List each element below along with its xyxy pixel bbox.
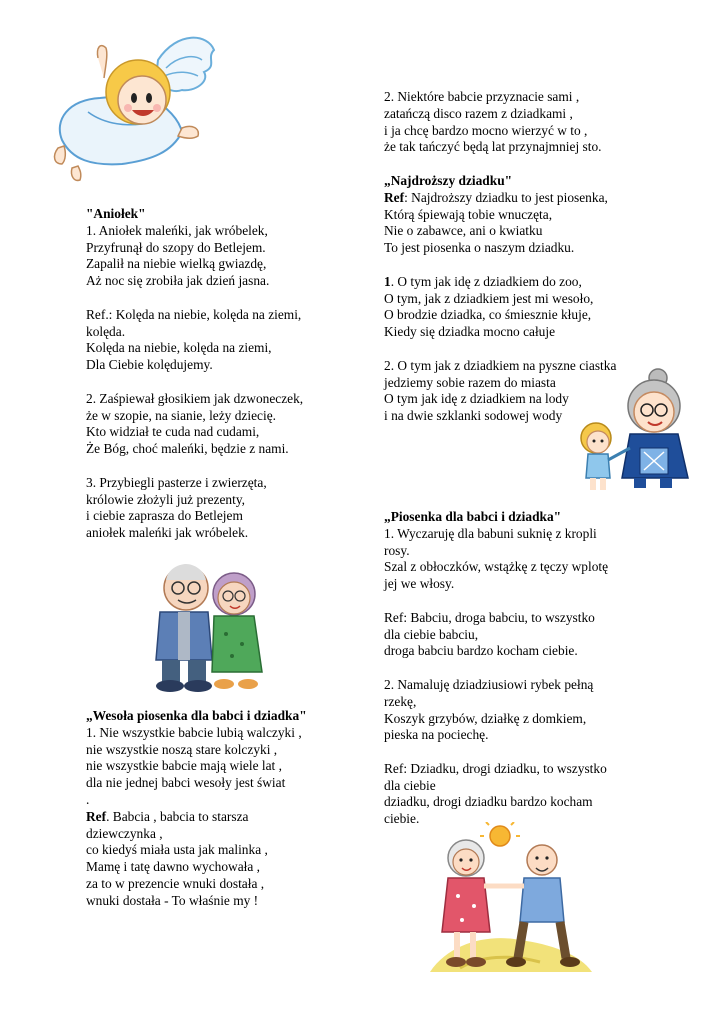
grandpa-verse2-line: i na dwie szklanki sodowej wody [384,408,563,424]
left-column [86,206,338,910]
both-refrain2-line: ciebie. [384,811,420,827]
cheerful-verse2-line: i ja chcę bardzo mocno wierzyć w to , [384,122,588,138]
angel-verse2-line: 2. Zaśpiewał głosikiem jak dzwoneczek, [86,390,304,406]
song-for-both-title: „Piosenka dla babci i dziadka" [384,508,562,524]
cheerful-verse2-line: zatańczą disco razem z dziadkami , [384,105,573,121]
song-for-both [384,509,646,828]
angel-refrain-line: Kolęda na niebie, kolęda na ziemi, [86,340,272,356]
grandpa-verse1-first-line: 1. O tym jak idę z dziadkiem do zoo, [384,273,582,289]
angel-verse2-line: Że Bóg, choć maleńki, będzie z nami. [86,441,289,457]
grandpa-refrain-line: Nie o zabawce, ani o kwiatku [384,223,543,239]
both-verse2-line: rzekę, [384,693,417,709]
both-verse2-line: 2. Namaluję dziadziusiowi rybek pełną [384,676,594,692]
grandpa-verse1-line: Kiedy się dziadka mocno całuje [384,324,556,340]
angel-verse2-line: że w szopie, na sianie, leży dziecię. [86,407,276,423]
cheerful-refrain-line: wnuki dostała - To właśnie my ! [86,892,259,908]
angel-song [86,206,338,542]
angel-refrain-line: Dla Ciebie kolędujemy. [86,357,213,373]
cheerful-verse2-line: że tak tańczyć będą lat przynajmniej sto. [384,139,602,155]
both-refrain2-line: dziadku, drogi dziadku bardzo kocham [384,794,593,810]
right-column [384,89,646,828]
angel-verse1-line: Przyfrunął do szopy do Betlejem. [86,239,266,255]
angel-verse3-line: królowie złożyli już prezenty, [86,491,246,507]
angel-refrain-line: Ref.: Kolęda na niebie, kolęda na ziemi, [86,306,302,322]
cheerful-verse1-line: 1. Nie wszystkie babcie lubią walczyki , [86,724,302,740]
both-verse1-line: Szal z obłoczków, wstążkę z tęczy wplotę [384,559,609,575]
cheerful-refrain-line: dziewczynka , [86,825,163,841]
cheerful-refrain-first-line: Ref. Babcia , babcia to starsza [86,808,249,824]
grandpa-refrain-first-line: Ref: Najdroższy dziadku to jest piosenka, [384,189,608,205]
grandpa-verse2-line: 2. O tym jak z dziadkiem na pyszne ciastka [384,357,617,373]
cheerful-refrain-line: Mamę i tatę dawno wychowała , [86,859,261,875]
angel-illustration [48,20,220,188]
both-refrain1-line: droga babciu bardzo kocham ciebie. [384,643,578,659]
grandpa-verse1-line: O tym, jak z dziadkiem jest mi wesoło, [384,290,594,306]
angel-refrain-line: kolęda. [86,323,126,339]
grandparents-walking-illustration [420,822,594,990]
both-refrain1-line: Ref: Babciu, droga babciu, to wszystko [384,609,595,625]
cheerful-verse1-line: . [86,791,90,807]
refrain-label: Ref [384,189,405,205]
grandpa-refrain-line: To jest piosenka o naszym dziadku. [384,240,575,256]
grandpa-verse2-line: O tym jak idę z dziadkiem na lody [384,391,569,407]
grandpa-refrain-line: Którą śpiewają tobie wnuczęta, [384,206,553,222]
both-verse1-line: jej we włosy. [384,576,455,592]
cheerful-song [86,708,338,910]
angel-verse1-line: 1. Aniołek maleńki, jak wróbelek, [86,222,268,238]
refrain-label: Ref [86,808,107,824]
grandpa-song-title: „Najdroższy dziadku" [384,172,513,188]
angel-verse3-line: 3. Przybiegli pasterze i zwierzęta, [86,474,267,490]
both-refrain1-line: dla ciebie babciu, [384,626,479,642]
cheerful-refrain-line: za to w prezencie wnuki dostała , [86,875,265,891]
cheerful-song-continued [384,89,646,156]
verse-number: 1 [384,273,391,289]
angel-song-title: "Aniołek" [86,206,146,221]
cheerful-verse1-line: dla nie jednej babci wesoły jest świat [86,775,286,791]
cheerful-refrain-line: co kiedyś miała usta jak malinka , [86,842,268,858]
both-refrain2-line: Ref: Dziadku, drogi dziadku, to wszystko [384,760,607,776]
grandpa-verse2-line: jedziemy sobie razem do miasta [384,374,556,390]
cheerful-verse1-line: nie wszystkie babcie mają wiele lat , [86,758,282,774]
both-verse2-line: Koszyk grzybów, działkę z domkiem, [384,710,587,726]
grandpa-song [384,173,646,425]
both-verse1-line: rosy. [384,542,410,558]
angel-verse2-line: Kto widział te cuda nad cudami, [86,424,260,440]
angel-verse3-line: aniołek maleńki jak wróbelek. [86,525,249,541]
angel-verse3-line: i ciebie zaprasza do Betlejem [86,508,243,524]
grandpa-verse1-line: O brodzie dziadka, co śmiesznie kłuje, [384,307,592,323]
cheerful-verse1-line: nie wszystkie noszą stare kolczyki , [86,741,278,757]
angel-verse1-line: Aż noc się zrobiła jak dzień jasna. [86,273,270,289]
both-verse2-line: pieska na pociechę. [384,727,489,743]
cheerful-verse2-line: 2. Niektóre babcie przyznacie sami , [384,89,580,104]
angel-verse1-line: Zapalił na niebie wielką gwiazdę, [86,256,267,272]
cheerful-song-title: „Wesoła piosenka dla babci i dziadka" [86,707,307,723]
both-refrain2-line: dla ciebie [384,777,436,793]
both-verse1-line: 1. Wyczaruję dla babuni suknię z kropli [384,525,597,541]
